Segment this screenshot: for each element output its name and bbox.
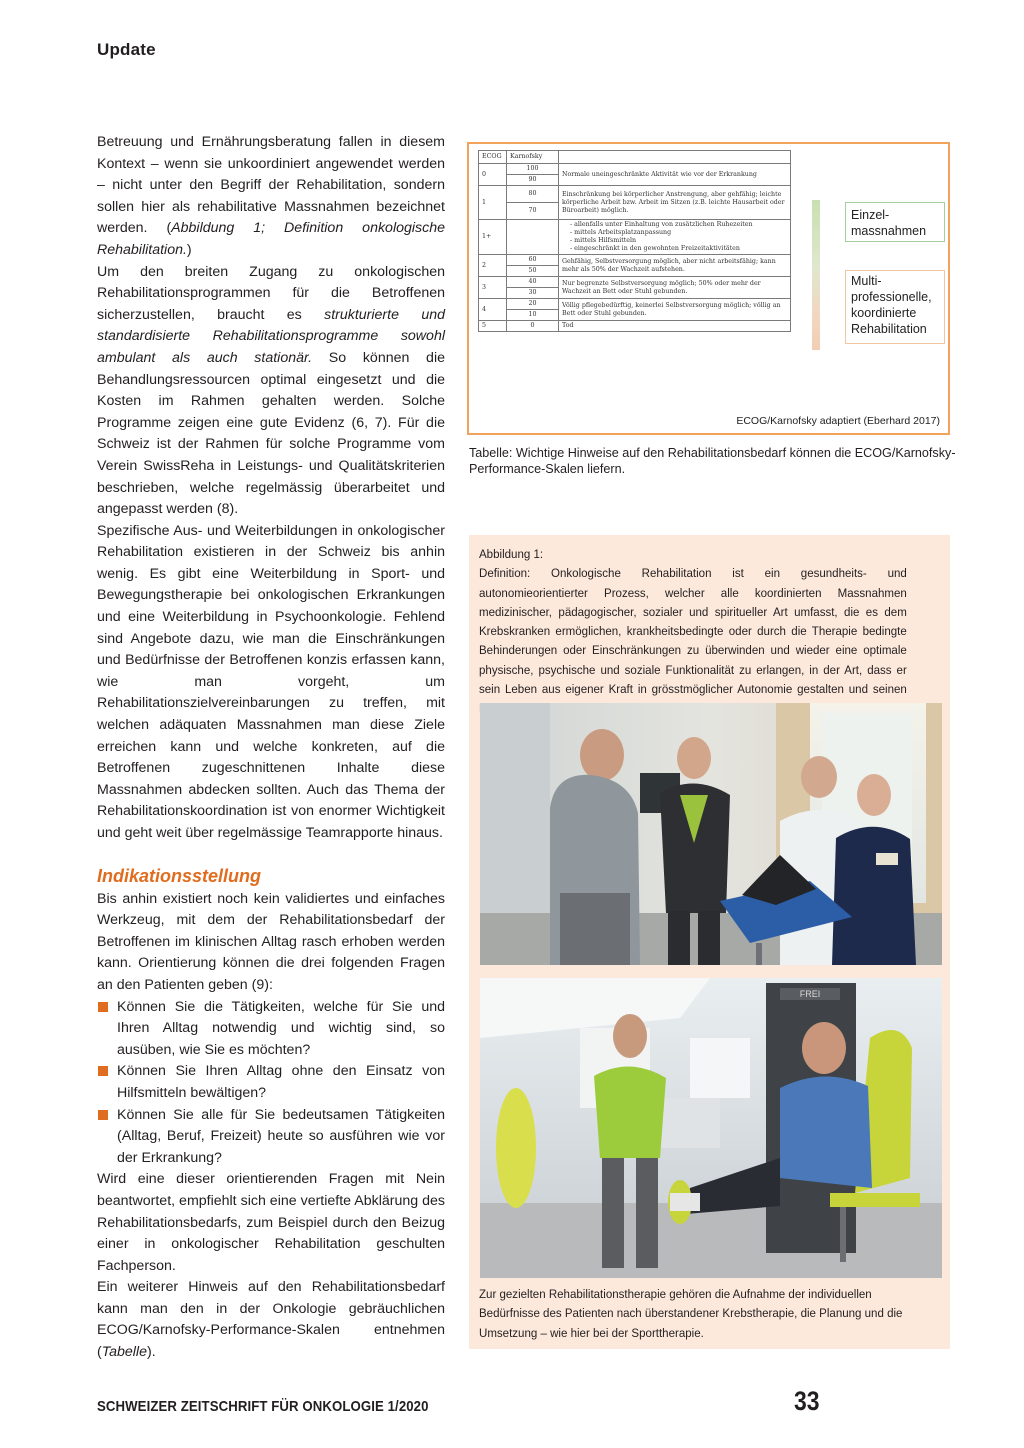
consultation-photo: [480, 703, 942, 965]
consultation-illustration: [480, 703, 942, 965]
column-header: Karnofsky: [507, 151, 559, 164]
table-row: [479, 255, 791, 266]
question-list: [97, 997, 445, 1170]
ecog-cell: 5: [479, 321, 507, 332]
machine-label: FREI: [799, 989, 821, 999]
page-number: 33: [794, 1386, 820, 1416]
ecog-karnofsky-table: [478, 150, 791, 332]
therapy-photo: [480, 978, 942, 1278]
ecog-cell: 0: [479, 164, 507, 186]
section-heading: Indikationsstellung: [97, 865, 262, 886]
ecog-cell: 1+: [479, 220, 507, 255]
ecog-cell: 2: [479, 255, 507, 277]
square-bullet-icon: [98, 1066, 108, 1076]
list-item: - eingeschränkt in den gewohnten Freizeitaktivitäten: [570, 245, 787, 253]
description-cell: Tod: [559, 321, 791, 332]
list-item: Können Sie die Tätigkeiten, welche für Sie und Ihren Alltag notwendig und wichtig sind, so ausüben, wie Sie es möchten?: [97, 997, 445, 1062]
ecog-cell: 4: [479, 299, 507, 321]
description-cell: Nur begrenzte Selbstversorgung möglich; 50% oder mehr der Wachzeit an Bett oder Stuhl gebunden.: [559, 277, 791, 299]
description-cell: [559, 220, 791, 255]
list-item: - mittels Hilfsmitteln: [570, 237, 787, 245]
karnofsky-cell: 60: [507, 255, 559, 266]
description-cell: Einschränkung bei körperlicher Anstrengung, aber gehfähig; leichte körperliche Arbeit bzw. Arbeit im Sitzen (z.B. leichte Hausarbeit oder Büroarbeit) möglich.: [559, 186, 791, 220]
paragraph: Ein weiterer Hinweis auf den Rehabilitationsbedarf kann man den in der Onkologie gebräuchlichen ECOG/Karnofsky-Performance-Skalen entnehmen (Tabelle).: [97, 1279, 445, 1361]
column-header: ECOG: [479, 151, 507, 164]
section-label: Update: [97, 40, 156, 59]
list-item: Können Sie Ihren Alltag ohne den Einsatz von Hilfsmitteln bewältigen?: [97, 1061, 445, 1104]
table-header-row: [479, 151, 791, 164]
karnofsky-cell: 90: [507, 175, 559, 186]
karnofsky-cell: 30: [507, 288, 559, 299]
karnofsky-cell: 10: [507, 310, 559, 321]
column-header: [559, 151, 791, 164]
gradient-bar: [812, 200, 820, 350]
table-row: [479, 164, 791, 175]
photo-caption: Zur gezielten Rehabilitationstherapie gehören die Aufnahme der individuellen Bedürfnisse des Patienten nach überstandener Krebstherapie, die Planung und die Umsetzung – wie hier bei der Sporttherapie.: [479, 1287, 903, 1340]
square-bullet-icon: [98, 1110, 108, 1120]
description-cell: Gehfähig, Selbstversorgung möglich, aber nicht arbeitsfähig; kann mehr als 50% der Wachzeit aufstehen.: [559, 255, 791, 277]
karnofsky-cell: 80: [507, 186, 559, 203]
paragraph: Betreuung und Ernährungsberatung fallen in diesem Kontext – wenn sie unkoordiniert angewendet werden – nicht unter den Begriff der Rehabilitation, sondern sollen hier als rehabilitative Massnahmen bezeichnet werden. (Abbildung 1; Definition onkologische Rehabilitation.): [97, 134, 445, 258]
paragraph: Wird eine dieser orientierenden Fragen mit Nein beantwortet, empfiehlt sich eine vertiefte Abklärung des Rehabilitationsbedarfs, zum Beispiel durch den Beizug einer in onkologischer Rehabilitation geschulten Fachperson.: [97, 1171, 445, 1274]
karnofsky-cell: [507, 220, 559, 255]
definition-text: [479, 545, 907, 719]
figure-source: ECOG/Karnofsky adaptiert (Eberhard 2017): [736, 415, 940, 427]
table-row: [479, 186, 791, 203]
ecog-cell: 3: [479, 277, 507, 299]
table-row: [479, 299, 791, 310]
definition-title: Abbildung 1:: [479, 547, 544, 561]
table-row: [479, 321, 791, 332]
body-text-column: [97, 132, 445, 1364]
karnofsky-cell: 0: [507, 321, 559, 332]
karnofsky-cell: 100: [507, 164, 559, 175]
table-row: [479, 220, 791, 255]
therapy-illustration: [480, 978, 942, 1278]
paragraph: Um den breiten Zugang zu onkologischen Rehabilitationsprogrammen für die Betroffenen sicherzustellen, braucht es strukturierte und standardisierte Rehabilitationsprogramme sowohl ambulant als auch stationär. So können die Behandlungsressourcen optimal eingesetzt und die Kosten im Rahmen gehalten werden. Solche Programme zeigen eine gute Evidenz (6, 7). Für die Schweiz ist der Rahmen für solche Programme vom Verein SwissReha in Leistungs- und Qualitätskriterien beschrieben, welche regelmässig überarbeitet und angepasst werden (8).: [97, 263, 445, 518]
ecog-cell: 1: [479, 186, 507, 220]
ecog-karnofsky-figure: [467, 142, 950, 435]
list-item: Können Sie alle für Sie bedeutsamen Tätigkeiten (Alltag, Beruf, Freizeit) heute so ausführen wie vor der Erkrankung?: [97, 1105, 445, 1170]
einzelmassnahmen-box: Einzel- massnahmen: [845, 202, 945, 242]
table-row: [479, 277, 791, 288]
karnofsky-cell: 40: [507, 277, 559, 288]
journal-footer: SCHWEIZER ZEITSCHRIFT FÜR ONKOLOGIE 1/2020: [97, 1398, 429, 1415]
list-item: - allenfalls unter Einhaltung von zusätzlichen Ruhezeiten: [570, 221, 787, 229]
karnofsky-cell: 70: [507, 203, 559, 220]
definition-body: Definition: Onkologische Rehabilitation ist ein gesundheits- und autonomieorientierter Prozess, welcher alle koordinierten Massnahmen medizinischer, pädagogischer, sozialer und spiritueller Art umfasst, die es dem Krebskranken ermöglichen, krankheitsbedingte oder durch die Therapie bedingte Behinderungen oder Einschränkungen zu überwinden und wieder eine optimale physische, psychische und soziale Funktionalität zu erlangen, in der Art, dass er sein Leben aus eigener Kraft in grösstmöglicher Autonomie gestalten und seinen: [479, 566, 907, 697]
karnofsky-cell: 50: [507, 266, 559, 277]
list-item: - mittels Arbeitsplatzanpassung: [570, 229, 787, 237]
description-cell: Normale uneingeschränkte Aktivität wie vor der Erkrankung: [559, 164, 791, 186]
list: [562, 221, 787, 253]
multiprofessionelle-rehabilitation-box: Multi- professionelle, koordinierte Rehabilitation: [845, 270, 945, 344]
karnofsky-cell: 20: [507, 299, 559, 310]
paragraph: Spezifische Aus- und Weiterbildungen in onkologischer Rehabilitation existieren in der Schweiz bis anhin wenig. Es gibt eine Weiterbildung in Sport- und Bewegungstherapie bei onkologischen Erkrankungen und eine Weiterbildung in Psychoonkologie. Fehlend sind Angebote dazu, wie man die Einschränkungen und Bedürfnisse der Betroffenen konzis erfassen kann, wie man vorgeht, um Rehabilitationszielvereinbarungen zu treffen, mit welchen adäquaten Massnahmen man diese Ziele erreichen kann und welche konkreten, auf die Betroffenen zugeschnittenen Inhalte diese Massnahmen abdecken sollten. Auch das Thema der Rehabilitationskoordination ist von enormer Wichtigkeit und geht weit über regelmässige Teamrapporte hinaus.: [97, 522, 445, 841]
description-cell: Völlig pflegebedürftig, keinerlei Selbstversorgung möglich; völlig an Bett oder Stuhl gebunden.: [559, 299, 791, 321]
square-bullet-icon: [98, 1002, 108, 1012]
table-caption: Tabelle: Wichtige Hinweise auf den Rehabilitationsbedarf können die ECOG/Karnofsky-Performance-Skalen liefern.: [469, 446, 956, 476]
paragraph: Bis anhin existiert noch kein validiertes und einfaches Werkzeug, mit dem der Rehabilitationsbedarf der Betroffenen im klinischen Alltag rasch erhoben werden kann. Orientierung können die drei folgenden Fragen an den Patienten geben (9):: [97, 890, 445, 993]
